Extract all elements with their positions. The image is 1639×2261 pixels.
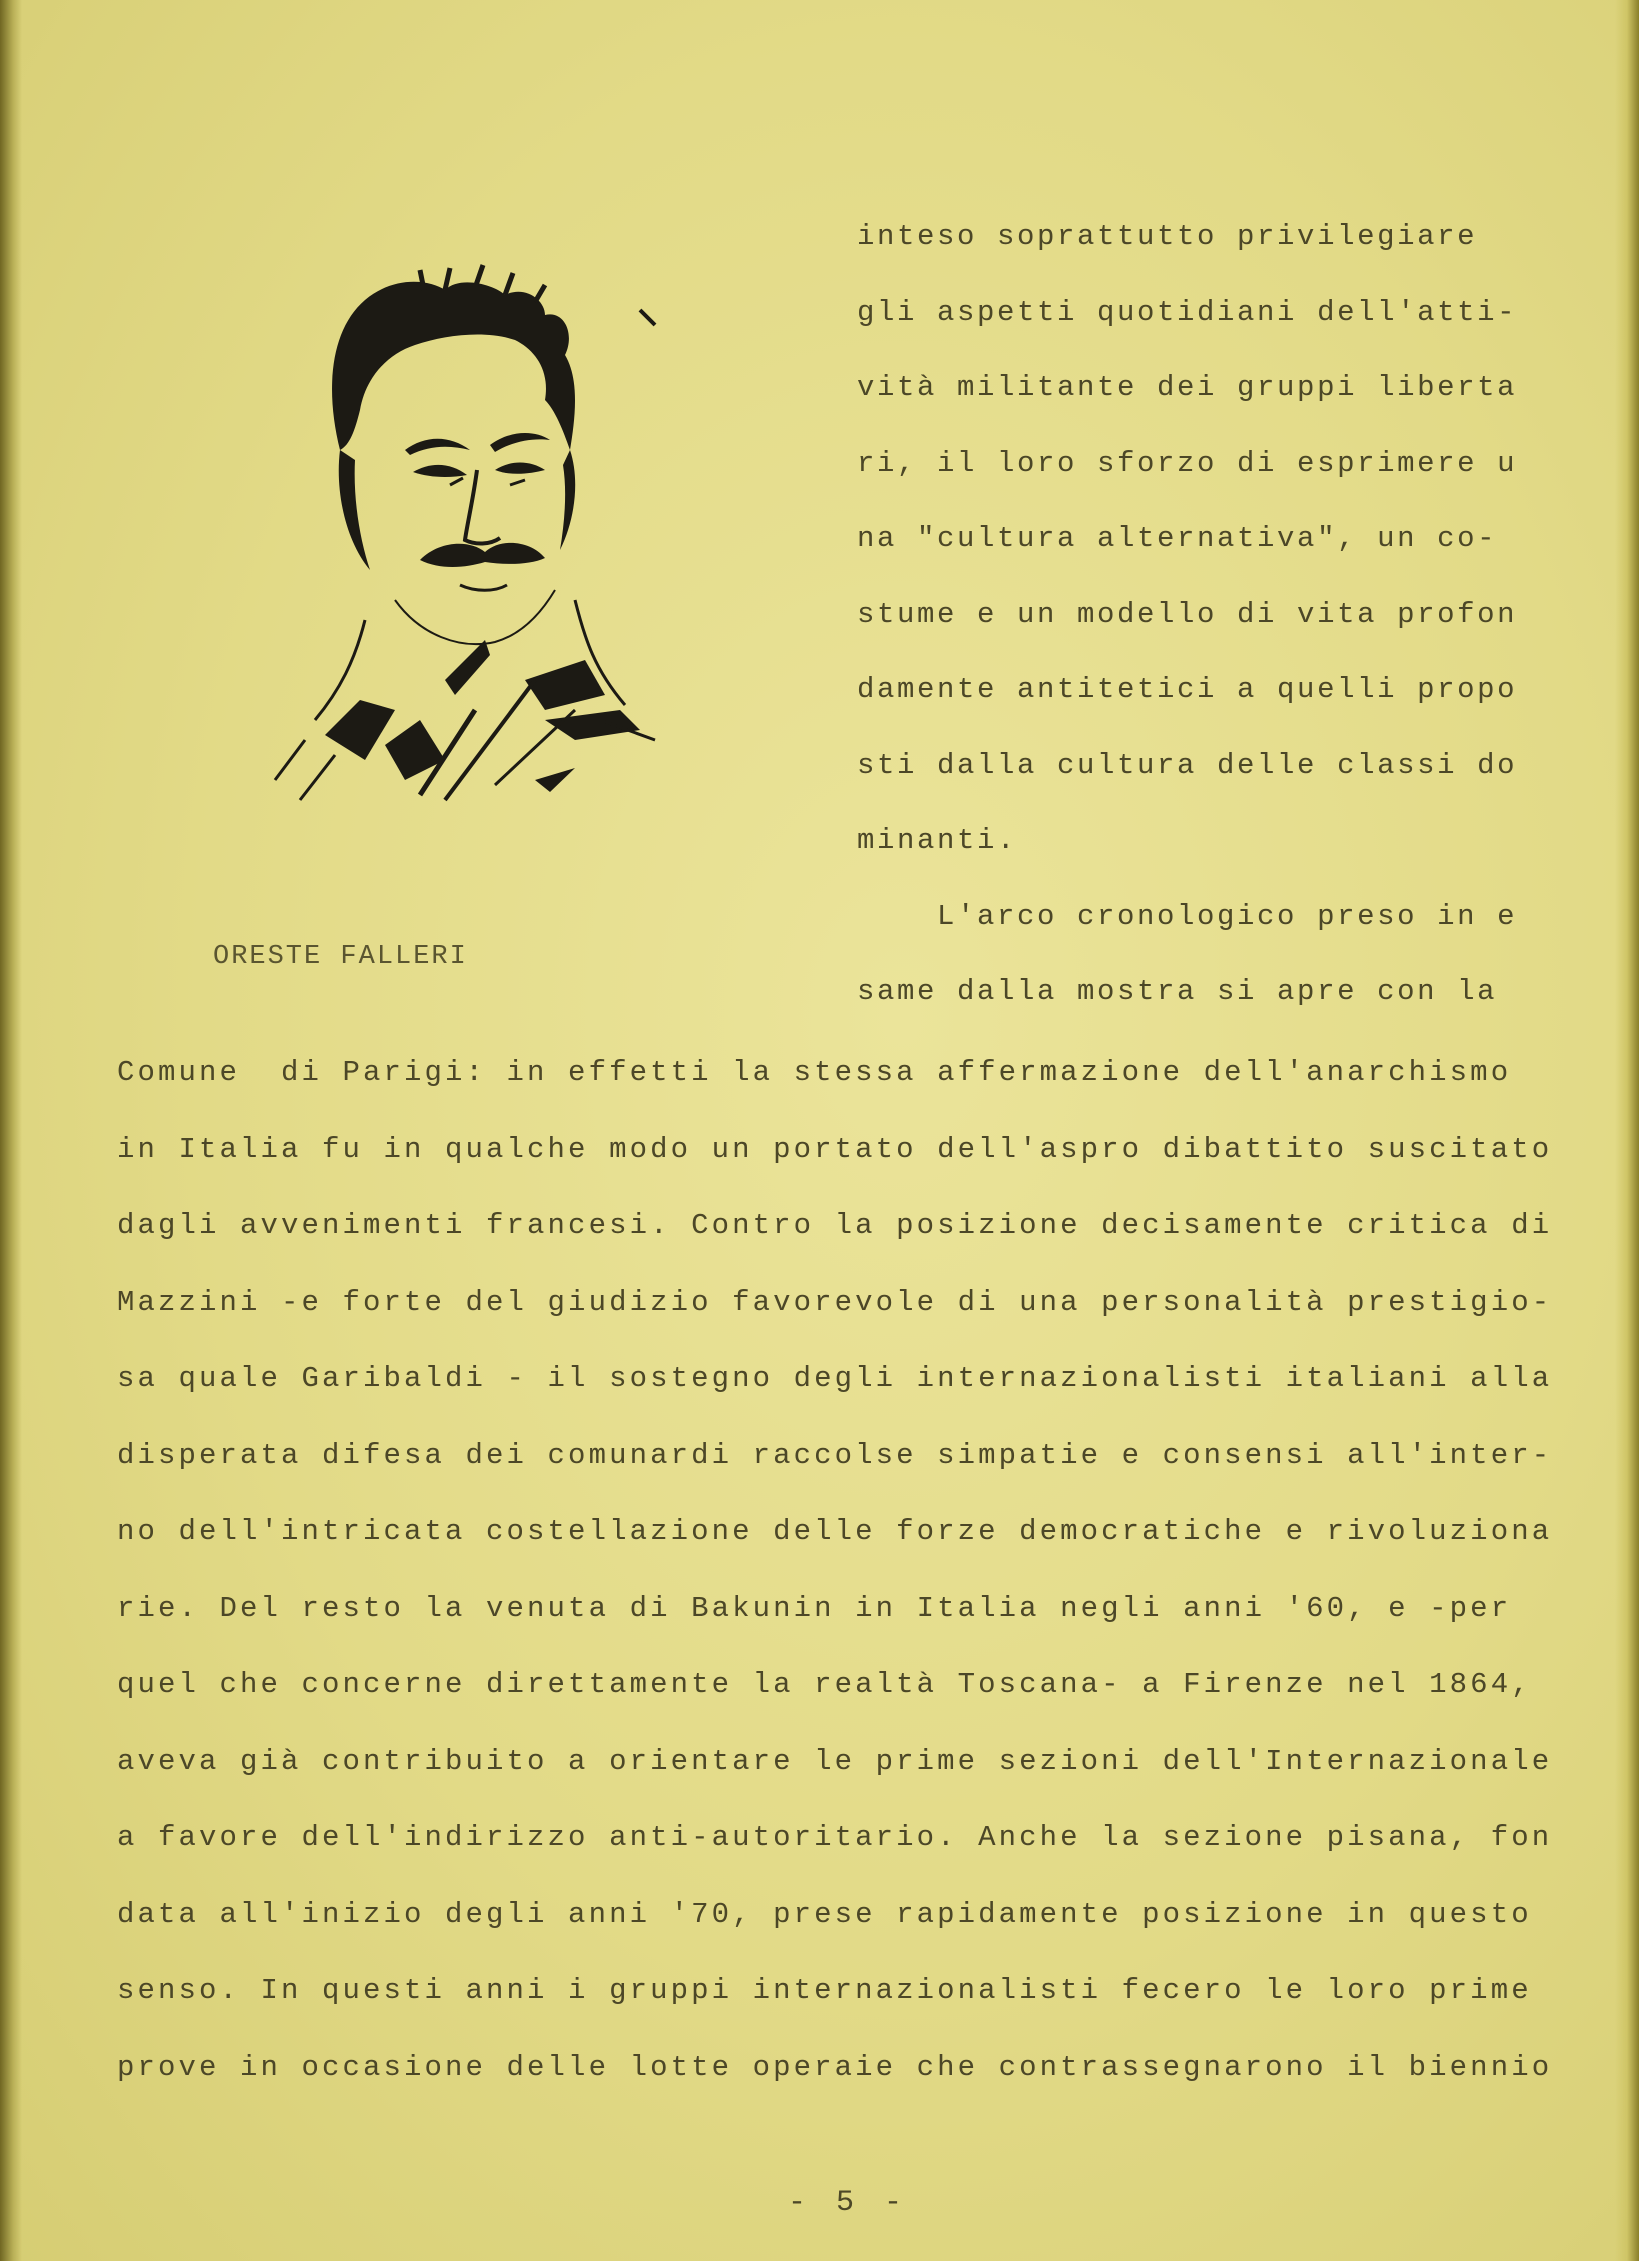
text-line: ri, il loro sforzo di esprimere u [857, 447, 1518, 480]
text-line: vità militante dei gruppi liberta [857, 371, 1518, 404]
text-line: L'arco cronologico preso in e [857, 900, 1518, 933]
text-line: damente antitetici a quelli propo [857, 673, 1518, 706]
text-line: a favore dell'indirizzo anti-autoritario. Anche la sezione pisana, fon [117, 1821, 1553, 1854]
page-right-edge [1615, 0, 1639, 2261]
text-line: data all'inizio degli anni '70, prese rapidamente posizione in questo [117, 1898, 1532, 1931]
text-line: senso. In questi anni i gruppi internazionalisti fecero le loro prime [117, 1974, 1532, 2007]
portrait-caption: ORESTE FALLERI [213, 942, 468, 972]
page-left-edge [0, 0, 22, 2261]
text-line: dagli avvenimenti francesi. Contro la posizione decisamente critica di [117, 1209, 1553, 1242]
text-line: Mazzini -e forte del giudizio favorevole di una personalità prestigio- [117, 1286, 1553, 1319]
text-line: rie. Del resto la venuta di Bakunin in Italia negli anni '60, e -per [117, 1592, 1512, 1625]
text-line: minanti. [857, 824, 1018, 857]
portrait-drawing [245, 240, 745, 840]
text-line: aveva già contribuito a orientare le prime sezioni dell'Internazionale [117, 1745, 1553, 1778]
text-line: stume e un modello di vita profon [857, 598, 1518, 631]
text-line: inteso soprattutto privilegiare [857, 220, 1478, 253]
text-line: gli aspetti quotidiani dell'atti- [857, 296, 1518, 329]
text-line: same dalla mostra si apre con la [857, 975, 1498, 1008]
text-line: prove in occasione delle lotte operaie che contrassegnarono il biennio [117, 2051, 1553, 2084]
text-line: Comune di Parigi: in effetti la stessa affermazione dell'anarchismo [117, 1056, 1512, 1089]
text-line: quel che concerne direttamente la realtà Toscana- a Firenze nel 1864, [117, 1668, 1532, 1701]
page-number: - 5 - [788, 2186, 909, 2220]
text-line: in Italia fu in qualche modo un portato dell'aspro dibattito suscitato [117, 1133, 1553, 1166]
text-line: sti dalla cultura delle classi do [857, 749, 1518, 782]
text-line: sa quale Garibaldi - il sostegno degli internazionalisti italiani alla [117, 1362, 1553, 1395]
text-line: no dell'intricata costellazione delle forze democratiche e rivoluziona [117, 1515, 1553, 1548]
text-line: disperata difesa dei comunardi raccolse simpatie e consensi all'inter- [117, 1439, 1553, 1472]
text-line: na "cultura alternativa", un co- [857, 522, 1498, 555]
